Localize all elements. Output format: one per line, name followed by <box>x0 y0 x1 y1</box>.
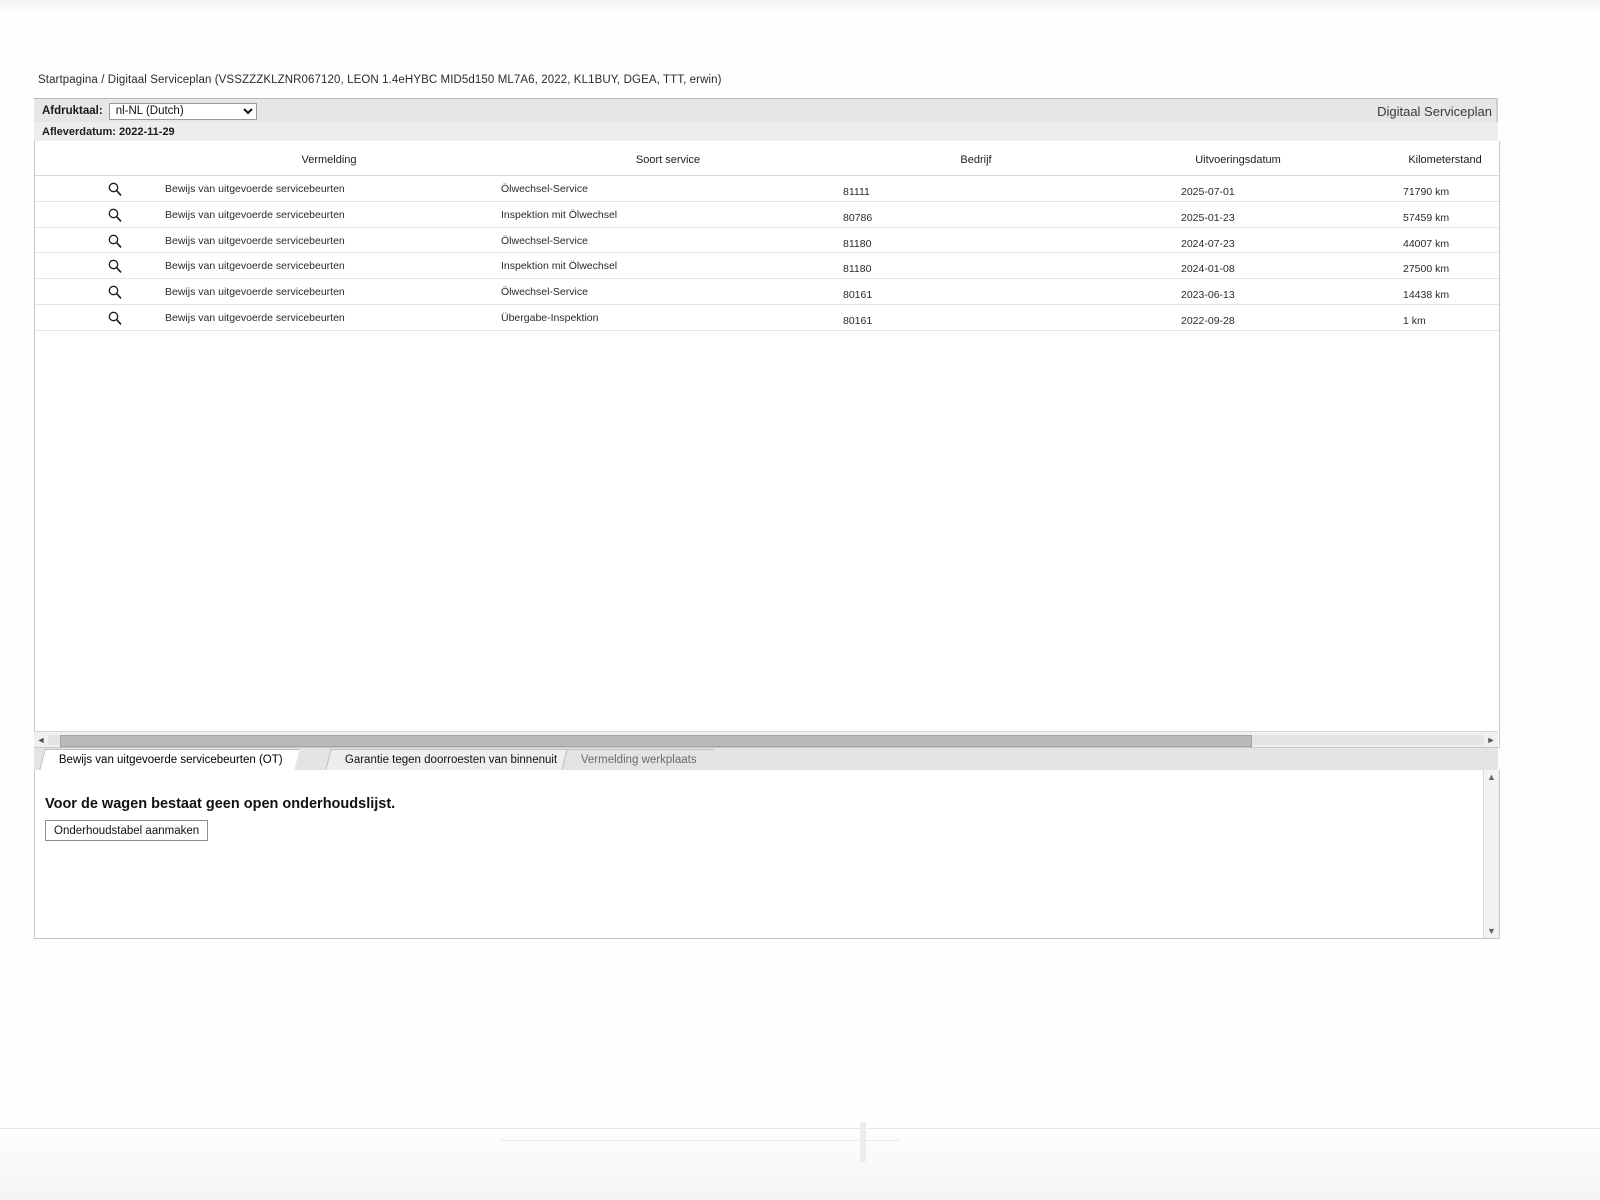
magnifier-icon[interactable] <box>107 233 123 249</box>
table-row[interactable] <box>35 228 1499 254</box>
magnifier-icon[interactable] <box>107 207 123 223</box>
column-header-bedrijf[interactable]: Bedrijf <box>960 154 992 166</box>
cell-uitvoeringsdatum: 2022-09-28 <box>1181 314 1235 327</box>
scan-artifact-bottom <box>0 1120 1600 1200</box>
scan-artifact-line-1 <box>0 1128 1600 1129</box>
horizontal-scroll-track[interactable] <box>48 735 1484 745</box>
delivery-date-row <box>34 122 1498 142</box>
tab-label: Garantie tegen doorroesten van binnenuit <box>344 754 558 766</box>
scroll-left-arrow-icon[interactable]: ◄ <box>36 734 46 745</box>
cell-uitvoeringsdatum: 2025-07-01 <box>1181 186 1235 198</box>
cell-soort-service: Inspektion mit Ölwechsel <box>501 260 618 273</box>
cell-kilometerstand: 27500 km <box>1403 263 1450 276</box>
maintenance-list-panel <box>34 770 1500 939</box>
breadcrumb: Startpagina / Digitaal Serviceplan (VSSZZZKLZNR067120, LEON 1.4eHYBC MID5d150 ML7A6, 2022, KL1BUY, DGEA, TTT, erwin) <box>38 74 722 86</box>
scroll-down-arrow-icon[interactable]: ▼ <box>1487 926 1496 936</box>
column-header-kilometerstand[interactable]: Kilometerstand <box>1408 154 1482 166</box>
table-row[interactable] <box>35 305 1499 331</box>
cell-vermelding: Bewijs van uitgevoerde servicebeurten <box>165 311 345 324</box>
no-open-maintenance-message: Voor de wagen bestaat geen open onderhoudslijst. <box>45 796 396 812</box>
cell-uitvoeringsdatum: 2025-01-23 <box>1181 211 1235 224</box>
cell-kilometerstand: 1 km <box>1403 314 1426 327</box>
cell-soort-service: Ölwechsel-Service <box>501 183 588 195</box>
tab-label: Vermelding werkplaats <box>580 754 697 766</box>
cell-vermelding: Bewijs van uitgevoerde servicebeurten <box>165 208 345 221</box>
cell-soort-service: Inspektion mit Ölwechsel <box>501 208 618 221</box>
print-language-toolbar <box>34 98 1498 124</box>
table-row[interactable] <box>35 176 1499 202</box>
table-row[interactable] <box>35 202 1499 228</box>
print-language-select[interactable] <box>109 103 257 120</box>
scroll-up-arrow-icon[interactable]: ▲ <box>1487 772 1496 782</box>
service-records-panel <box>34 141 1500 748</box>
cell-vermelding: Bewijs van uitgevoerde servicebeurten <box>165 286 345 299</box>
cell-kilometerstand: 71790 km <box>1403 186 1450 198</box>
cell-vermelding: Bewijs van uitgevoerde servicebeurten <box>165 260 345 273</box>
table-row[interactable] <box>35 253 1499 279</box>
magnifier-icon[interactable] <box>107 310 123 326</box>
cell-vermelding: Bewijs van uitgevoerde servicebeurten <box>165 183 345 195</box>
cell-uitvoeringsdatum: 2024-01-08 <box>1181 263 1235 276</box>
cell-kilometerstand: 57459 km <box>1403 211 1450 224</box>
horizontal-scroll-thumb[interactable] <box>60 735 1252 747</box>
cell-bedrijf: 80786 <box>843 211 873 224</box>
magnifier-icon[interactable] <box>107 181 123 197</box>
scan-artifact-line-3 <box>860 1122 866 1162</box>
tab-vermelding-werkplaats[interactable] <box>561 749 713 770</box>
cell-kilometerstand: 14438 km <box>1403 289 1450 302</box>
column-header-soort-service[interactable]: Soort service <box>635 154 701 166</box>
vertical-scrollbar[interactable] <box>1483 770 1499 938</box>
scan-artifact-line-2 <box>500 1140 900 1141</box>
cell-bedrijf: 81180 <box>843 263 872 276</box>
tab-garantie-doorroesten[interactable] <box>325 749 574 770</box>
print-language-label: Afdruktaal: <box>42 105 103 117</box>
grid-header-row <box>35 141 1499 176</box>
cell-bedrijf: 81111 <box>843 186 870 198</box>
tabstrip <box>34 748 1498 771</box>
cell-soort-service: Ölwechsel-Service <box>501 286 588 299</box>
cell-uitvoeringsdatum: 2024-07-23 <box>1181 237 1235 250</box>
scroll-right-arrow-icon[interactable]: ► <box>1486 734 1496 745</box>
cell-vermelding: Bewijs van uitgevoerde servicebeurten <box>165 234 345 247</box>
cell-kilometerstand: 44007 km <box>1403 237 1450 250</box>
magnifier-icon[interactable] <box>107 284 123 300</box>
app-title: Digitaal Serviceplan <box>1377 103 1492 119</box>
cell-bedrijf: 80161 <box>843 314 873 327</box>
horizontal-scrollbar[interactable] <box>34 731 1498 747</box>
column-header-uitvoeringsdatum[interactable]: Uitvoeringsdatum <box>1195 154 1281 166</box>
cell-uitvoeringsdatum: 2023-06-13 <box>1181 289 1235 302</box>
tab-bewijs-servicebeurten[interactable] <box>39 749 299 770</box>
magnifier-icon[interactable] <box>107 258 123 274</box>
table-row[interactable] <box>35 279 1499 305</box>
delivery-date-text: Afleverdatum: 2022-11-29 <box>42 125 175 138</box>
scan-artifact-top <box>0 0 1600 14</box>
cell-bedrijf: 81180 <box>843 237 872 250</box>
cell-bedrijf: 80161 <box>843 289 873 302</box>
cell-soort-service: Ölwechsel-Service <box>501 234 588 247</box>
create-maintenance-table-button[interactable]: Onderhoudstabel aanmaken <box>45 820 208 841</box>
tab-label: Bewijs van uitgevoerde servicebeurten (OT) <box>58 754 283 766</box>
grid-rows <box>35 176 1499 331</box>
column-header-vermelding[interactable]: Vermelding <box>301 154 357 166</box>
cell-soort-service: Übergabe-Inspektion <box>501 311 599 324</box>
